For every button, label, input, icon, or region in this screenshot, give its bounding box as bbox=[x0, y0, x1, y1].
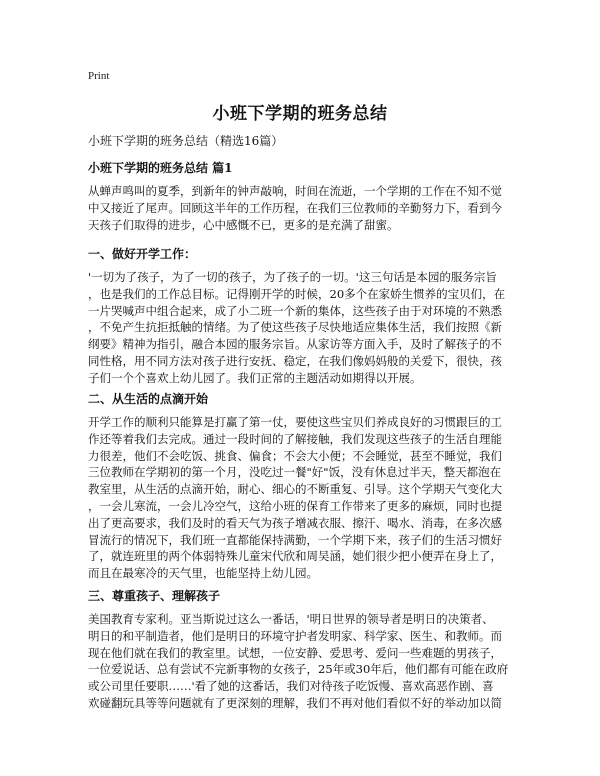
text-line: 力很差，他们不会吃饭、挑食、偏食；不会大小便；不会睡觉，甚至不睡觉，我们 bbox=[88, 448, 502, 463]
text-line: 开学工作的顺利只能算是打赢了第一仗，要使这些宝贝们养成良好的习惯跟巨的工 bbox=[88, 415, 502, 429]
text-line: 现在他们就在我们的教室里。试想，一位安静、爱思考、爱问一些难题的男孩子， bbox=[88, 645, 502, 660]
text-line: 冒流行的情况下，我们班一直都能保持满勤，一个学期下来，孩子们的生活习惯好 bbox=[88, 532, 502, 547]
text-line: ，一会儿寒流，一会儿冷空气，这给小班的保育工作带来了更多的麻烦，同时也提 bbox=[88, 498, 502, 513]
text-line: 或公司里任要职……'看了她的这番话，我们对待孩子吃饭慢、喜欢高恶作剧、喜 bbox=[88, 679, 494, 694]
text-line: 作还等着我们去完成。通过一段时间的了解接触，我们发现这些孩子的生活自理能 bbox=[88, 431, 502, 446]
text-line: 一位爱说话、总有尝试不完新事物的女孩子，25年或30年后，他们都有可能在政府 bbox=[88, 662, 509, 677]
text-line: 纲要》精神为指引，融合本园的服务宗旨。从家访等方面入手，及时了解孩子的不 bbox=[88, 337, 502, 352]
heading-1: 一、做好开学工作： bbox=[88, 247, 197, 261]
text-line: 了，就连班里的两个体弱特殊儿童宋代欣和周吴涵，她们很少把小便弄在身上了， bbox=[88, 549, 502, 564]
print-label: Print bbox=[88, 70, 110, 82]
document-subtitle: 小班下学期的班务总结（精选16篇） bbox=[88, 134, 284, 148]
paragraph-1 bbox=[88, 269, 516, 387]
text-line: 子们一个个喜欢上幼儿园了。我们正常的主题活动如期得以开展。 bbox=[88, 370, 422, 385]
text-line: 出了更高要求，我们及时的看天气为孩子增减衣服、擦汗、喝水、消毒，在多次感 bbox=[88, 515, 502, 530]
text-line: 天孩子们取得的进步，心中感慨不已，更多的是充满了甜蜜。 bbox=[88, 217, 399, 232]
paragraph-2 bbox=[88, 414, 516, 582]
heading-3: 三、尊重孩子、理解孩子 bbox=[88, 589, 221, 603]
text-line: '一切为了孩子，为了一切的孩子，为了孩子的一切。'这三句话是本园的服务宗旨 bbox=[88, 270, 497, 284]
text-line: 一片哭喊声中组合起来，成了小二班一个新的集体，这些孩子由于对环境的不熟悉 bbox=[88, 303, 502, 318]
intro-paragraph bbox=[88, 183, 516, 233]
text-line: ，也是我们的工作总目标。记得刚开学的时候，20多个在家娇生惯养的宝贝们，在 bbox=[88, 286, 506, 301]
section-title: 小班下学期的班务总结 篇1 bbox=[88, 161, 233, 175]
text-line: 明日的和平制造者，他们是明日的环境守护者发明家、科学家、医生、和教师。而 bbox=[88, 628, 502, 643]
document-title: 小班下学期的班务总结 bbox=[212, 104, 388, 124]
text-line: 同性格，用不同方法对孩子进行安抚、稳定，在我们像妈妈般的关爱下，很快，孩 bbox=[88, 353, 502, 368]
paragraph-3 bbox=[88, 611, 516, 712]
text-line: 美国教育专家利。亚当斯说过这么一番话，'明日世界的领导者是明日的决策者、 bbox=[88, 612, 494, 626]
text-line: 而且在最寒冷的天气里，也能坚持上幼儿园。 bbox=[88, 566, 318, 581]
text-line: ，不免产生抗拒抵触的情绪。为了使这些孩子尽快地适应集体生活，我们按照《新 bbox=[88, 320, 502, 335]
text-line: 从蝉声鸣叫的夏季，到新年的钟声敲响，时间在流逝，一个学期的工作在不知不觉 bbox=[88, 184, 502, 198]
heading-2: 二、从生活的点滴开始 bbox=[88, 392, 209, 406]
text-line: 欢碰翻玩具等等问题就有了更深刻的理解，我们不再对他们看似不好的举动加以简 bbox=[88, 695, 502, 710]
text-line: 教室里，从生活的点滴开始，耐心、细心的不断重复、引导。这个学期天气变化大 bbox=[88, 482, 502, 497]
text-line: 中又接近了尾声。回顾这半年的工作历程，在我们三位教师的辛勤努力下，看到今 bbox=[88, 200, 502, 215]
text-line: 三位教师在学期初的第一个月，没吃过一餐"好"饭，没有休息过半天，整天都泡在 bbox=[88, 465, 502, 480]
